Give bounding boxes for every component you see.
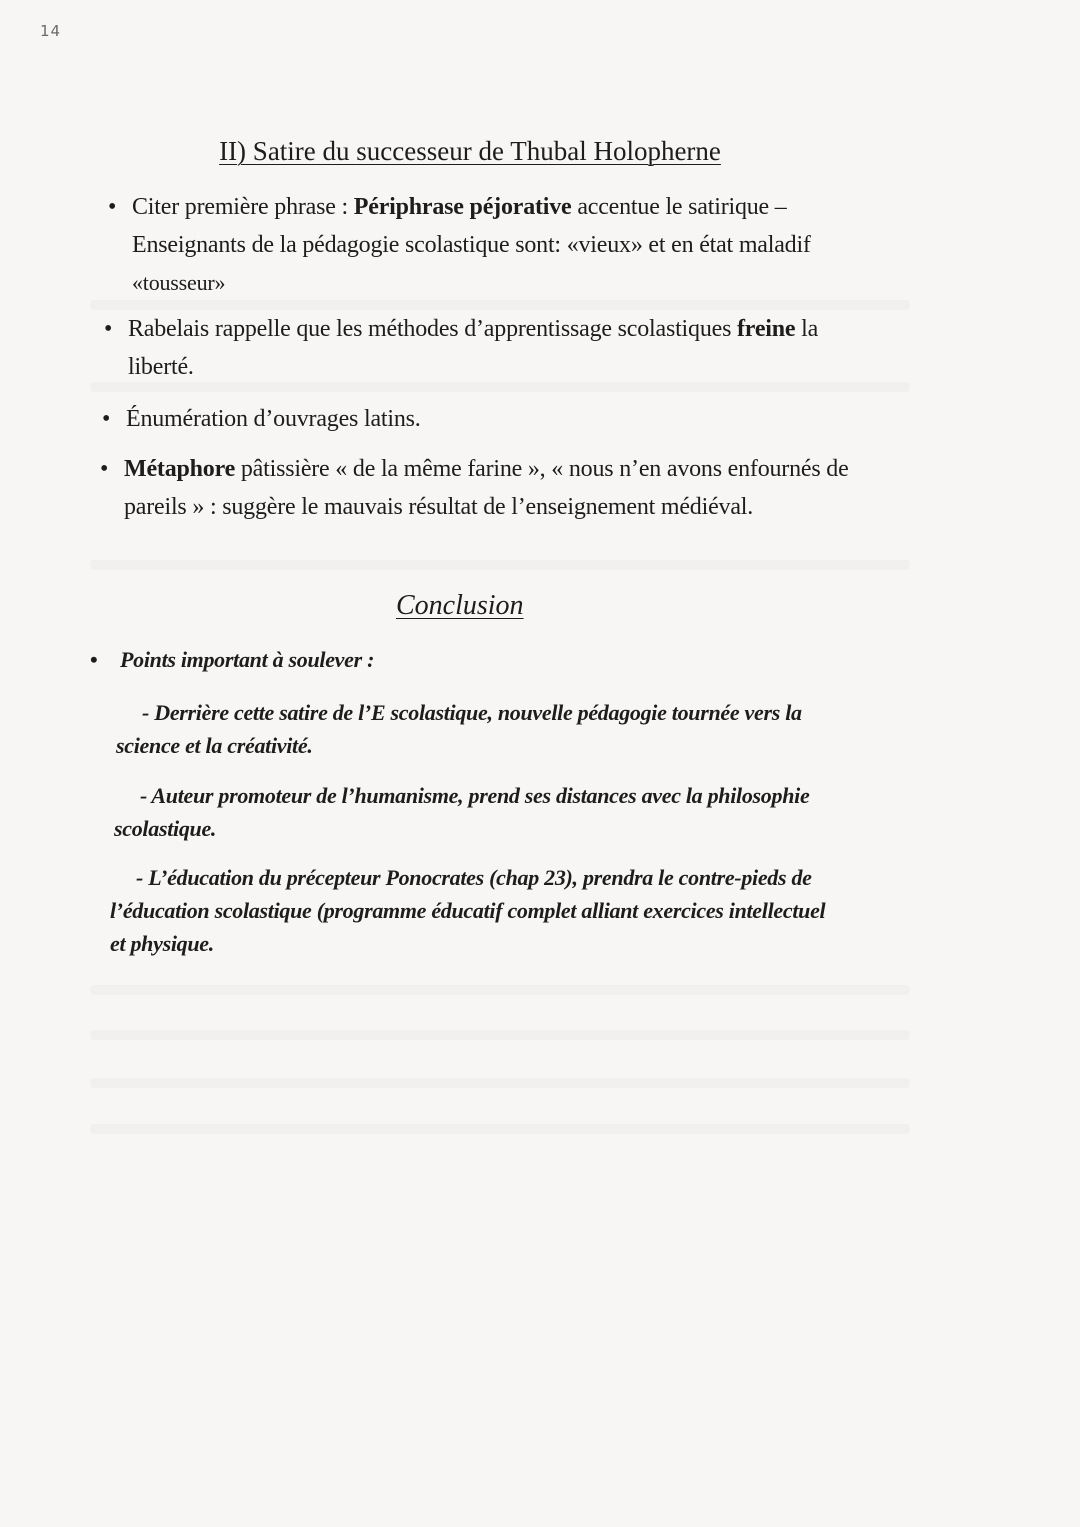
point-line: et physique. bbox=[110, 931, 214, 956]
bullet-item bbox=[100, 450, 849, 526]
conclusion-point bbox=[110, 861, 825, 960]
bullet-line bbox=[128, 310, 818, 348]
bullet-line bbox=[124, 488, 849, 526]
bullet-item bbox=[104, 310, 819, 386]
text-run: Rabelais rappelle que les méthodes d’apprentissage scolastiques bbox=[128, 316, 738, 342]
conclusion-title-text: Conclusion bbox=[396, 590, 524, 621]
show-through-line bbox=[90, 985, 910, 995]
point-line: scolastique. bbox=[114, 816, 217, 841]
section-title bbox=[0, 136, 940, 167]
point-line: science et la créativité. bbox=[116, 733, 313, 758]
conclusion-lead bbox=[90, 647, 375, 673]
bold-run: freine bbox=[737, 316, 796, 342]
bullet-dot-icon: • bbox=[100, 456, 109, 482]
bullet-line bbox=[132, 188, 811, 226]
page-number: 14 bbox=[40, 22, 62, 40]
show-through-line bbox=[90, 1030, 910, 1040]
text-run: Énumération d’ouvrages latins. bbox=[126, 406, 421, 432]
show-through-line bbox=[90, 1078, 910, 1088]
bullet-item bbox=[102, 400, 421, 438]
text-run: accentue le satirique – bbox=[571, 194, 787, 220]
show-through-line bbox=[90, 1124, 910, 1134]
bullet-dot-icon: • bbox=[102, 406, 111, 432]
bullet-dot-icon: • bbox=[90, 647, 98, 672]
bullet-dot-icon: • bbox=[108, 194, 117, 220]
conclusion-title bbox=[396, 590, 524, 622]
point-line: - Derrière cette satire de l’E scolastique, nouvelle pédagogie tournée vers la bbox=[142, 700, 802, 725]
conclusion-lead-text: Points important à soulever : bbox=[120, 647, 375, 672]
bold-run: Périphrase péjorative bbox=[353, 194, 572, 220]
bullet-line bbox=[132, 264, 811, 302]
point-line: - Auteur promoteur de l’humanisme, prend ses distances avec la philosophie bbox=[140, 783, 810, 808]
section-title-text: II) Satire du successeur de Thubal Holopherne bbox=[219, 136, 721, 166]
text-run: Citer première phrase : bbox=[132, 194, 354, 220]
bullet-dot-icon: • bbox=[104, 316, 113, 342]
text-run: la bbox=[795, 316, 819, 342]
bullet-line bbox=[128, 348, 818, 386]
point-line: l’éducation scolastique (programme éducatif complet alliant exercices intellectuel bbox=[110, 898, 826, 923]
text-run: «tousseur» bbox=[132, 270, 226, 295]
conclusion-point bbox=[114, 779, 809, 845]
bold-run: Métaphore bbox=[124, 456, 236, 482]
text-run: pareils » : suggère le mauvais résultat de l’enseignement médiéval. bbox=[124, 494, 754, 520]
text-run: liberté. bbox=[128, 354, 194, 380]
text-run: Enseignants de la pédagogie scolastique sont: «vieux» et en état maladif bbox=[132, 232, 811, 258]
bullet-line bbox=[126, 400, 421, 438]
bullet-line bbox=[124, 450, 849, 488]
show-through-line bbox=[90, 560, 910, 570]
text-run: pâtissière « de la même farine », « nous n’en avons enfournés de bbox=[235, 456, 849, 482]
bullet-item bbox=[108, 188, 811, 302]
conclusion-point bbox=[116, 696, 802, 762]
point-line: - L’éducation du précepteur Ponocrates (chap 23), prendra le contre-pieds de bbox=[136, 865, 812, 890]
bullet-line bbox=[132, 226, 811, 264]
